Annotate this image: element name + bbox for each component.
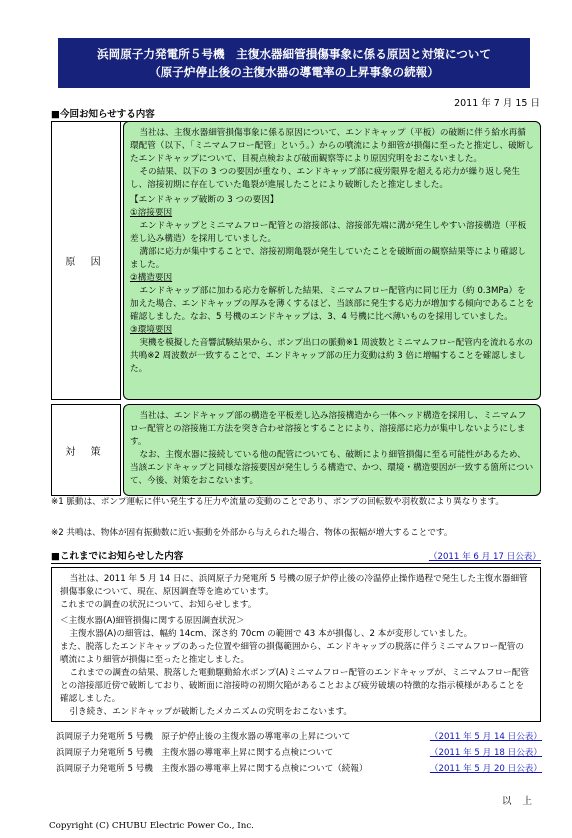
history-item (56, 747, 542, 763)
previous-paragraph: これまでの調査の状況について、お知らせします。 (60, 600, 257, 610)
title-banner (58, 38, 530, 88)
factor-title: ②構造要因 (130, 273, 173, 283)
previous-announce-link[interactable]: （2011 年 6 月 17 日公表） (428, 552, 541, 562)
history-list (56, 731, 542, 779)
factor-line: 実機を模擬した音響試験結果から、ポンプ出口の脈動※1 周波数とミニマムフロー配管内を流れる水の共鳴※2 周波数が一致することで、エンドキャップ部の圧力変動は約 3 倍に増幅することを確認しました。 (130, 338, 533, 374)
previous-content (51, 567, 541, 722)
factor-line: エンドキャップとミニマムフロー配管との溶接部は、溶接部先端に溝が発生しやすい溶接構造（平板差し込み構造）を採用していました。 (130, 221, 527, 244)
copyright: Copyright (C) CHUBU Electric Power Co., Inc. (49, 821, 254, 831)
factor-title: ③環境要因 (130, 325, 173, 335)
countermeasure-row (51, 404, 541, 496)
factor-line: 溝部に応力が集中することで、溶接初期亀裂が発生していたことを破断面の観察結果等により確認しました。 (130, 247, 527, 270)
title-line-1: 浜岡原子力発電所５号機 主復水器細管損傷事象に係る原因と対策について (97, 47, 491, 61)
footnote: ※2 共鳴は、物体が固有振動数に近い振動を外部から与えられた場合、物体の振幅が増大することです。 (51, 528, 453, 538)
previous-paragraph: 引き続き、エンドキャップが破断したメカニズムの究明をおこないます。 (69, 707, 353, 717)
previous-paragraph: これまでの調査の結果、脱落した電動駆動給水ポンプ(A)ミニマムフロー配管のエンドキャップが、ミニマムフロー配管との溶接部近傍で破断しており、破断面に溶接時の初期欠陥があることおよび疲労破壊の特徴的な指示模様があることを確認しました。 (60, 668, 529, 704)
current-heading: ■今回お知らせする内容 (51, 109, 541, 121)
cause-paragraph: 当社は、主復水器細管損傷事象に係る原因について、エンドキャップ（平板）の破断に伴う給水再循環配管（以下、「ミニマムフロー配管」という。）からの噴流により細管が損傷に至ったと推定し、破断したエンドキャップについて、目視点検および破面観察等により原因究明をおこないました。 (130, 128, 534, 164)
cause-label: 原 因 (51, 121, 121, 400)
previous-subheading: ＜主復水器(A)細管損傷に関する原因調査状況＞ (60, 616, 245, 626)
factor-line: エンドキャップ部に加わる応力を解析した結果、ミニマムフロー配管内に同じ圧力（約 0.3MPa）を加えた場合、エンドキャップの厚みを薄くするほど、当該部に発生する応力が増加する傾向であることを確認しました。なお、5 号機のエンドキャップは、3、4 号機に比べ薄いものを採用していました。 (130, 286, 534, 322)
factor-title: ①溶接要因 (130, 208, 173, 218)
history-text: 浜岡原子力発電所 5 号機 主復水器の導電率上昇に関する点検について（続報） (56, 764, 368, 774)
publish-date: 2011 年 7 月 15 日 (454, 98, 540, 109)
cause-paragraph: その結果、以下の 3 つの要因が重なり、エンドキャップ部に疲労限界を超える応力が繰り返し発生し、溶接初期に存在していた亀裂が進展したことにより破断したと推定しました。 (130, 167, 520, 190)
history-date-link[interactable]: （2011 年 5 月 20 日公表） (429, 764, 542, 774)
cause-content (123, 121, 541, 400)
history-text: 浜岡原子力発電所 5 号機 主復水器の導電率上昇に関する点検について (56, 748, 334, 758)
cause-row (51, 121, 541, 400)
countermeasure-label: 対 策 (51, 404, 121, 496)
countermeasure-content (123, 404, 541, 496)
previous-paragraph: 当社は、2011 年 5 月 14 日に、浜岡原子力発電所 5 号機の原子炉停止後の冷温停止操作過程で発生した主復水器細管損傷事象について、現在、原因調査等を進めています。 (60, 574, 528, 597)
footnote: ※1 脈動は、ポンプ運転に伴い発生する圧力や流量の変動のことであり、ポンプの回転数や羽枚数により異なります。 (51, 497, 504, 507)
countermeasure-paragraph: 当社は、エンドキャップ部の構造を平板差し込み溶接構造から一体ヘッド構造を採用し、ミニマムフロー配管との溶接施工方法を突き合わせ溶接とすることにより、溶接部に応力が集中しないようにします。 (130, 411, 527, 447)
previous-paragraph: 主復水器(A)の細管は、幅約 14cm、深さ約 70cm の範囲で 43 本が損傷し、2 本が変形していました。 (69, 629, 473, 639)
history-item (56, 731, 542, 747)
history-item (56, 763, 542, 779)
end-mark: 以 上 (501, 796, 536, 807)
previous-heading: ■これまでにお知らせした内容 （2011 年 6 月 17 日公表） (51, 551, 541, 562)
countermeasure-paragraph: なお、主復水器に接続している他の配管についても、破断により細管損傷に至る可能性があるため、当該エンドキャップと同様な溶接要因が発生しうる構造で、かつ、環境・構造要因が一致する箇所について、今後、対策をおこないます。 (130, 450, 534, 486)
title-line-2: （原子炉停止後の主復水器の導電率の上昇事象の続報） (149, 65, 439, 79)
history-date-link[interactable]: （2011 年 5 月 18 日公表） (429, 748, 542, 758)
history-date-link[interactable]: （2011 年 5 月 14 日公表） (429, 732, 542, 742)
history-text: 浜岡原子力発電所 5 号機 原子炉停止後の主復水器の導電率の上昇について (56, 732, 351, 742)
previous-paragraph: また、脱落したエンドキャップのあった位置や細管の損傷範囲から、エンドキャップの脱落に伴うミニマムフロー配管の噴流により細管が損傷に至ったと推定しました。 (60, 642, 524, 665)
factor-heading: 【エンドキャップ破断の 3 つの要因】 (130, 195, 279, 205)
